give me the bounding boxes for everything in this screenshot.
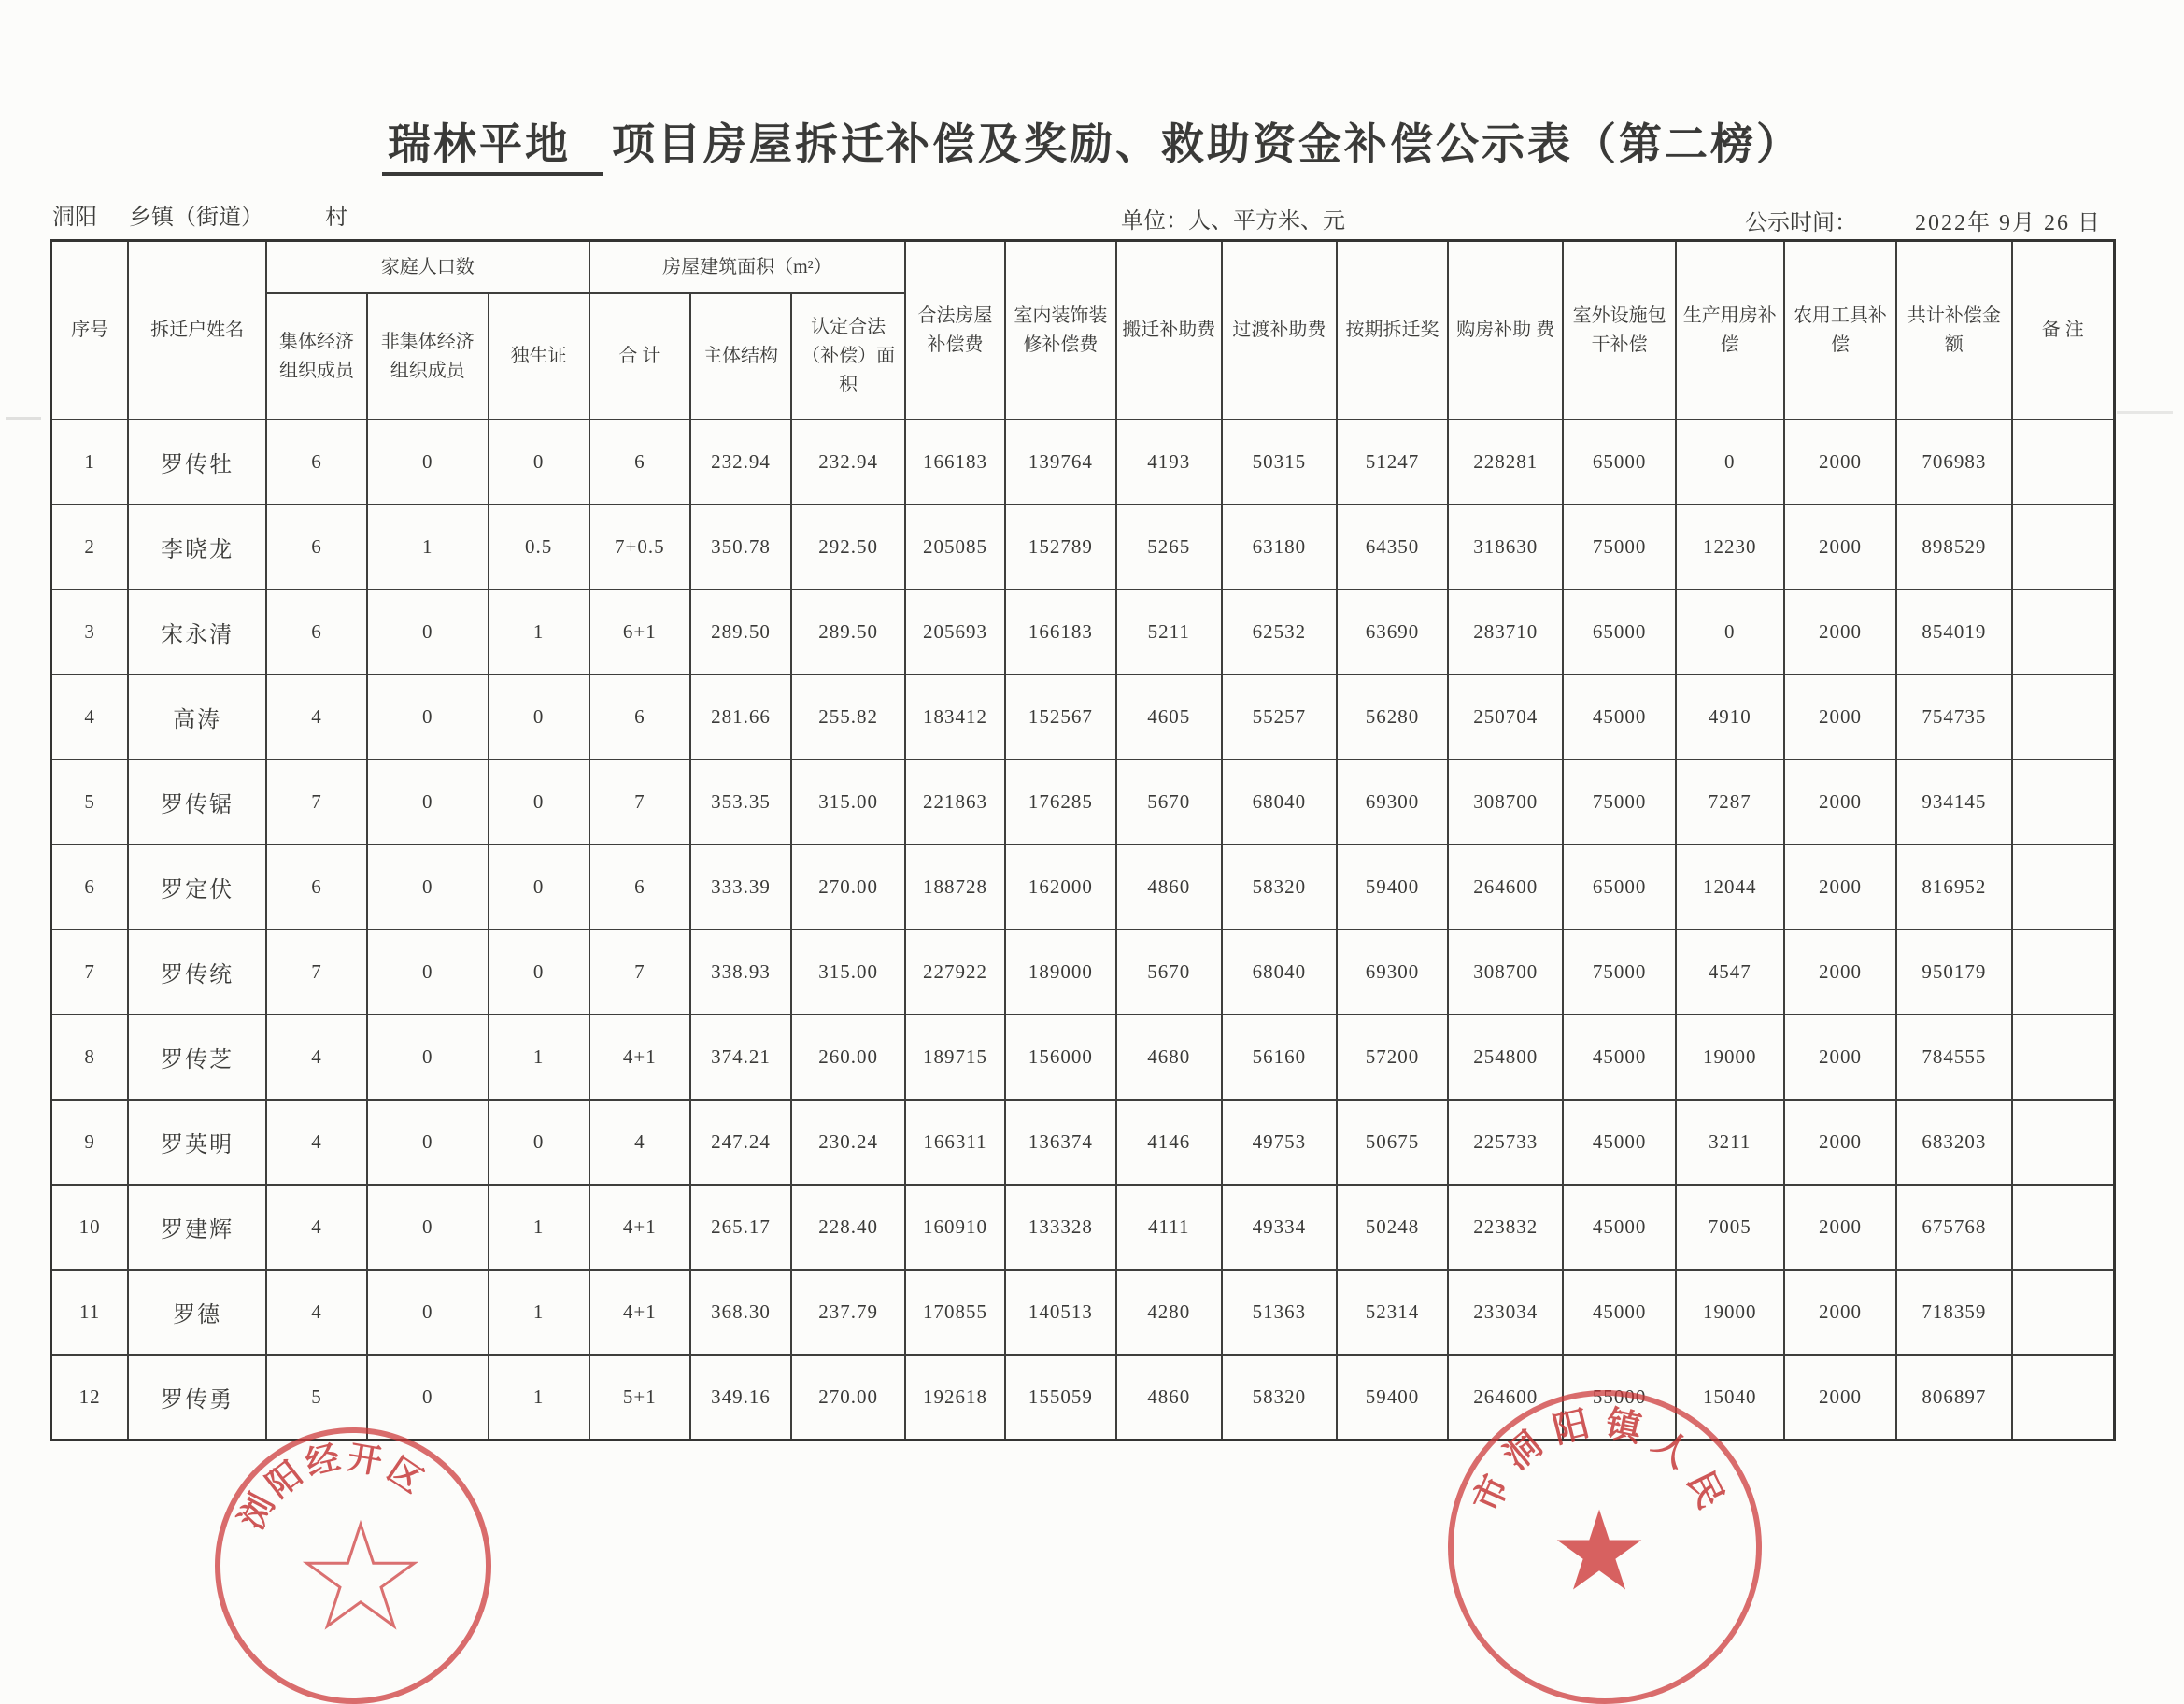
- value-cell: 136374: [1005, 1100, 1116, 1185]
- value-cell: 189000: [1005, 930, 1116, 1015]
- value-cell: 4680: [1116, 1015, 1222, 1100]
- value-cell: 2000: [1784, 930, 1896, 1015]
- value-cell: [2012, 1015, 2115, 1100]
- value-cell: 292.50: [791, 504, 905, 589]
- value-cell: 265.17: [690, 1185, 791, 1270]
- table-row: [51, 1100, 2115, 1185]
- table-row: [51, 674, 2115, 760]
- value-cell: 5: [266, 1355, 367, 1441]
- seal-arc-character: 人: [1645, 1422, 1698, 1476]
- value-cell: 50675: [1337, 1100, 1448, 1185]
- value-cell: 2000: [1784, 504, 1896, 589]
- value-cell: 68040: [1222, 930, 1337, 1015]
- value-cell: 45000: [1563, 1015, 1675, 1100]
- seal-arc-character: 阳: [260, 1454, 310, 1505]
- value-cell: 69300: [1337, 930, 1448, 1015]
- project-name-underlined: 瑞林平地: [382, 121, 603, 176]
- value-cell: 0: [489, 674, 589, 760]
- value-cell: 718359: [1896, 1270, 2011, 1355]
- value-cell: 353.35: [690, 760, 791, 845]
- value-cell: 4: [266, 1100, 367, 1185]
- value-cell: 64350: [1337, 504, 1448, 589]
- value-cell: 6: [589, 845, 690, 930]
- value-cell: 2000: [1784, 845, 1896, 930]
- value-cell: 12044: [1676, 845, 1784, 930]
- row-index-cell: 6: [51, 845, 129, 930]
- row-index-cell: 5: [51, 760, 129, 845]
- row-index-cell: 4: [51, 674, 129, 760]
- value-cell: 4910: [1676, 674, 1784, 760]
- col-header-relocation-subsidy: 搬迁补助费: [1116, 241, 1222, 420]
- col-header-legal-house-fee: 合法房屋补偿费: [905, 241, 1005, 420]
- household-name-cell: 罗传勇: [128, 1355, 266, 1441]
- value-cell: 2000: [1784, 419, 1896, 504]
- value-cell: 228.40: [791, 1185, 905, 1270]
- value-cell: 1: [367, 504, 488, 589]
- value-cell: [2012, 674, 2115, 760]
- seal-arc-character: 镇: [1602, 1403, 1646, 1450]
- col-header-remarks: 备 注: [2012, 241, 2115, 420]
- value-cell: 289.50: [690, 589, 791, 674]
- value-cell: 1: [489, 1270, 589, 1355]
- value-cell: 4: [266, 1270, 367, 1355]
- value-cell: 368.30: [690, 1270, 791, 1355]
- seal-arc-character: 区: [380, 1450, 430, 1500]
- value-cell: 12230: [1676, 504, 1784, 589]
- value-cell: 4280: [1116, 1270, 1222, 1355]
- value-cell: 374.21: [690, 1015, 791, 1100]
- value-cell: 55000: [1563, 1355, 1675, 1441]
- table-body: [51, 419, 2115, 1441]
- value-cell: 2000: [1784, 1015, 1896, 1100]
- value-cell: [2012, 1100, 2115, 1185]
- row-index-cell: 8: [51, 1015, 129, 1100]
- household-name-cell: 罗传牡: [128, 419, 266, 504]
- table-row: [51, 589, 2115, 674]
- col-header-transition-subsidy: 过渡补助费: [1222, 241, 1337, 420]
- value-cell: 0: [367, 1270, 488, 1355]
- value-cell: 7: [266, 930, 367, 1015]
- value-cell: 250704: [1448, 674, 1563, 760]
- value-cell: 75000: [1563, 760, 1675, 845]
- value-cell: 0: [367, 674, 488, 760]
- value-cell: 192618: [905, 1355, 1005, 1441]
- value-cell: 49753: [1222, 1100, 1337, 1185]
- village-label: 村: [325, 206, 347, 230]
- value-cell: 308700: [1448, 930, 1563, 1015]
- value-cell: 260.00: [791, 1015, 905, 1100]
- value-cell: 162000: [1005, 845, 1116, 930]
- value-cell: 55257: [1222, 674, 1337, 760]
- value-cell: 706983: [1896, 419, 2011, 504]
- value-cell: 63690: [1337, 589, 1448, 674]
- value-cell: 166183: [905, 419, 1005, 504]
- value-cell: 58320: [1222, 1355, 1337, 1441]
- household-name-cell: 罗建辉: [128, 1185, 266, 1270]
- value-cell: 0: [489, 419, 589, 504]
- value-cell: 45000: [1563, 674, 1675, 760]
- value-cell: 45000: [1563, 1100, 1675, 1185]
- value-cell: 281.66: [690, 674, 791, 760]
- value-cell: 1: [489, 1185, 589, 1270]
- value-cell: [2012, 419, 2115, 504]
- value-cell: 205085: [905, 504, 1005, 589]
- value-cell: 152567: [1005, 674, 1116, 760]
- value-cell: 0: [367, 845, 488, 930]
- value-cell: 0: [1676, 419, 1784, 504]
- value-cell: 4605: [1116, 674, 1222, 760]
- value-cell: 854019: [1896, 589, 2011, 674]
- col-group-family-population: 家庭人口数: [266, 241, 589, 294]
- value-cell: 69300: [1337, 760, 1448, 845]
- household-name-cell: 罗传芝: [128, 1015, 266, 1100]
- value-cell: 308700: [1448, 760, 1563, 845]
- value-cell: 784555: [1896, 1015, 2011, 1100]
- household-name-cell: 罗传锯: [128, 760, 266, 845]
- value-cell: 7005: [1676, 1185, 1784, 1270]
- value-cell: 255.82: [791, 674, 905, 760]
- value-cell: 0: [489, 760, 589, 845]
- value-cell: 683203: [1896, 1100, 2011, 1185]
- col-header-interior-decoration-fee: 室内装饰装修补偿费: [1005, 241, 1116, 420]
- seal-arc-character: 民: [1679, 1465, 1730, 1515]
- value-cell: [2012, 930, 2115, 1015]
- household-name-cell: 罗定伏: [128, 845, 266, 930]
- seal-star-outline-icon: ★: [297, 1501, 424, 1656]
- value-cell: 188728: [905, 845, 1005, 930]
- value-cell: 5670: [1116, 930, 1222, 1015]
- value-cell: 2000: [1784, 1100, 1896, 1185]
- household-name-cell: 罗英明: [128, 1100, 266, 1185]
- seal-arc-character: 阳: [1549, 1404, 1594, 1452]
- value-cell: 59400: [1337, 845, 1448, 930]
- value-cell: 0: [1676, 589, 1784, 674]
- value-cell: 230.24: [791, 1100, 905, 1185]
- value-cell: 133328: [1005, 1185, 1116, 1270]
- value-cell: 2000: [1784, 1355, 1896, 1441]
- value-cell: 0: [367, 589, 488, 674]
- value-cell: 2000: [1784, 674, 1896, 760]
- value-cell: 176285: [1005, 760, 1116, 845]
- value-cell: 225733: [1448, 1100, 1563, 1185]
- value-cell: 264600: [1448, 1355, 1563, 1441]
- value-cell: 155059: [1005, 1355, 1116, 1441]
- value-cell: 51247: [1337, 419, 1448, 504]
- value-cell: 0: [367, 1100, 488, 1185]
- value-cell: 0: [367, 760, 488, 845]
- household-name-cell: 罗传统: [128, 930, 266, 1015]
- table-row: [51, 845, 2115, 930]
- value-cell: 5+1: [589, 1355, 690, 1441]
- value-cell: 59400: [1337, 1355, 1448, 1441]
- value-cell: 3211: [1676, 1100, 1784, 1185]
- value-cell: 7: [589, 930, 690, 1015]
- value-cell: 0: [489, 845, 589, 930]
- value-cell: 2000: [1784, 1270, 1896, 1355]
- row-index-cell: 12: [51, 1355, 129, 1441]
- value-cell: [2012, 589, 2115, 674]
- col-header-on-time-award: 按期拆迁奖: [1337, 241, 1448, 420]
- col-header-outdoor-facility-comp: 室外设施包干补偿: [1563, 241, 1675, 420]
- value-cell: 2000: [1784, 760, 1896, 845]
- seal-arc-character: 经: [302, 1438, 344, 1484]
- value-cell: 4+1: [589, 1015, 690, 1100]
- value-cell: 223832: [1448, 1185, 1563, 1270]
- value-cell: 52314: [1337, 1270, 1448, 1355]
- value-cell: 1: [489, 589, 589, 674]
- row-index-cell: 1: [51, 419, 129, 504]
- value-cell: 19000: [1676, 1015, 1784, 1100]
- value-cell: [2012, 1355, 2115, 1441]
- col-header-production-house-comp: 生产用房补偿: [1676, 241, 1784, 420]
- table-row: [51, 1185, 2115, 1270]
- value-cell: [2012, 760, 2115, 845]
- value-cell: 7: [589, 760, 690, 845]
- value-cell: 7+0.5: [589, 504, 690, 589]
- seal-star-icon: ★: [1550, 1491, 1649, 1613]
- value-cell: 4: [266, 1015, 367, 1100]
- row-index-cell: 2: [51, 504, 129, 589]
- value-cell: 170855: [905, 1270, 1005, 1355]
- value-cell: 4: [266, 1185, 367, 1270]
- value-cell: 6: [266, 589, 367, 674]
- value-cell: 289.50: [791, 589, 905, 674]
- household-name-cell: 宋永清: [128, 589, 266, 674]
- value-cell: 754735: [1896, 674, 2011, 760]
- value-cell: 270.00: [791, 1355, 905, 1441]
- value-cell: 156000: [1005, 1015, 1116, 1100]
- value-cell: 1: [489, 1015, 589, 1100]
- township-value: 洞阳: [52, 206, 97, 230]
- value-cell: 75000: [1563, 504, 1675, 589]
- value-cell: 160910: [905, 1185, 1005, 1270]
- value-cell: 237.79: [791, 1270, 905, 1355]
- value-cell: 4146: [1116, 1100, 1222, 1185]
- value-cell: 6: [589, 419, 690, 504]
- value-cell: 0.5: [489, 504, 589, 589]
- value-cell: 6: [266, 504, 367, 589]
- value-cell: 264600: [1448, 845, 1563, 930]
- value-cell: 898529: [1896, 504, 2011, 589]
- row-index-cell: 9: [51, 1100, 129, 1185]
- value-cell: 166183: [1005, 589, 1116, 674]
- value-cell: 0: [367, 1015, 488, 1100]
- value-cell: 228281: [1448, 419, 1563, 504]
- document-title: [0, 110, 2184, 172]
- col-header-main-structure: 主体结构: [690, 293, 791, 419]
- col-header-collective-members: 集体经济组织成员: [266, 293, 367, 419]
- value-cell: 57200: [1337, 1015, 1448, 1100]
- value-cell: 51363: [1222, 1270, 1337, 1355]
- value-cell: 166311: [905, 1100, 1005, 1185]
- compensation-table: [50, 239, 2116, 1441]
- value-cell: 270.00: [791, 845, 905, 930]
- table-row: [51, 930, 2115, 1015]
- value-cell: 318630: [1448, 504, 1563, 589]
- value-cell: 254800: [1448, 1015, 1563, 1100]
- value-cell: 4+1: [589, 1270, 690, 1355]
- value-cell: 152789: [1005, 504, 1116, 589]
- col-group-building-area: 房屋建筑面积（m²）: [589, 241, 905, 294]
- scan-artifact-left: [6, 417, 41, 420]
- col-header-household-name: 拆迁户姓名: [128, 241, 266, 420]
- seal-arc-character: 浏: [233, 1488, 282, 1536]
- value-cell: 6: [266, 419, 367, 504]
- value-cell: 189715: [905, 1015, 1005, 1100]
- value-cell: [2012, 845, 2115, 930]
- value-cell: 139764: [1005, 419, 1116, 504]
- value-cell: 56160: [1222, 1015, 1337, 1100]
- value-cell: 5211: [1116, 589, 1222, 674]
- household-name-cell: 高涛: [128, 674, 266, 760]
- seal-arc-character: 开: [345, 1438, 386, 1481]
- value-cell: 5265: [1116, 504, 1222, 589]
- value-cell: 233034: [1448, 1270, 1563, 1355]
- publish-time-label: 公示时间：: [1745, 211, 1857, 235]
- value-cell: 247.24: [690, 1100, 791, 1185]
- value-cell: 6+1: [589, 589, 690, 674]
- row-index-cell: 3: [51, 589, 129, 674]
- title-text: 项目房屋拆迁补偿及奖励、救助资金补偿公示表（第二榜）: [612, 121, 1802, 168]
- township-field: [52, 198, 347, 231]
- value-cell: 0: [489, 1100, 589, 1185]
- value-cell: [2012, 504, 2115, 589]
- value-cell: 68040: [1222, 760, 1337, 845]
- col-header-farm-tool-comp: 农用工具补偿: [1784, 241, 1896, 420]
- seal-arc-character: 市: [1467, 1470, 1518, 1518]
- household-name-cell: 罗德: [128, 1270, 266, 1355]
- row-index-cell: 7: [51, 930, 129, 1015]
- unit-note: 单位：人、平方米、元: [1121, 209, 1345, 234]
- table-row: [51, 419, 2115, 504]
- value-cell: 232.94: [690, 419, 791, 504]
- col-header-single-child-cert: 独生证: [489, 293, 589, 419]
- col-header-non-collective-members: 非集体经济组织成员: [367, 293, 488, 419]
- value-cell: 63180: [1222, 504, 1337, 589]
- value-cell: 350.78: [690, 504, 791, 589]
- value-cell: 315.00: [791, 930, 905, 1015]
- value-cell: 333.39: [690, 845, 791, 930]
- value-cell: 65000: [1563, 845, 1675, 930]
- seal-arc-character: 洞: [1497, 1425, 1551, 1479]
- row-index-cell: 10: [51, 1185, 129, 1270]
- household-name-cell: 李晓龙: [128, 504, 266, 589]
- township-label: 乡镇（街道）: [129, 206, 263, 230]
- row-index-cell: 11: [51, 1270, 129, 1355]
- table-row: [51, 504, 2115, 589]
- value-cell: 0: [489, 930, 589, 1015]
- value-cell: 58320: [1222, 845, 1337, 930]
- value-cell: 2000: [1784, 589, 1896, 674]
- value-cell: 45000: [1563, 1185, 1675, 1270]
- value-cell: 4547: [1676, 930, 1784, 1015]
- value-cell: 227922: [905, 930, 1005, 1015]
- value-cell: 62532: [1222, 589, 1337, 674]
- value-cell: 4860: [1116, 845, 1222, 930]
- value-cell: 0: [367, 930, 488, 1015]
- value-cell: 221863: [905, 760, 1005, 845]
- value-cell: 0: [367, 1355, 488, 1441]
- table-row: [51, 1015, 2115, 1100]
- col-header-house-purchase-subsidy: 购房补助 费: [1448, 241, 1563, 420]
- value-cell: 283710: [1448, 589, 1563, 674]
- value-cell: 6: [589, 674, 690, 760]
- value-cell: 7: [266, 760, 367, 845]
- value-cell: 7287: [1676, 760, 1784, 845]
- value-cell: 2000: [1784, 1185, 1896, 1270]
- value-cell: 19000: [1676, 1270, 1784, 1355]
- value-cell: 50315: [1222, 419, 1337, 504]
- value-cell: 0: [367, 419, 488, 504]
- value-cell: [2012, 1270, 2115, 1355]
- value-cell: 205693: [905, 589, 1005, 674]
- value-cell: 232.94: [791, 419, 905, 504]
- value-cell: 934145: [1896, 760, 2011, 845]
- value-cell: 1: [489, 1355, 589, 1441]
- value-cell: 65000: [1563, 419, 1675, 504]
- value-cell: 806897: [1896, 1355, 2011, 1441]
- value-cell: [2012, 1185, 2115, 1270]
- value-cell: 950179: [1896, 930, 2011, 1015]
- value-cell: 0: [367, 1185, 488, 1270]
- publish-time: [1745, 204, 2102, 236]
- value-cell: 4+1: [589, 1185, 690, 1270]
- col-header-index: 序号: [51, 241, 129, 420]
- publish-date: 2022年 9月 26 日: [1915, 211, 2102, 235]
- value-cell: 65000: [1563, 589, 1675, 674]
- value-cell: 675768: [1896, 1185, 2011, 1270]
- value-cell: 45000: [1563, 1270, 1675, 1355]
- value-cell: 338.93: [690, 930, 791, 1015]
- scan-artifact-right: [2117, 411, 2173, 414]
- col-header-total-compensation: 共计补偿金额: [1896, 241, 2011, 420]
- value-cell: 4: [266, 674, 367, 760]
- col-header-recognized-legal-area: 认定合法（补偿）面积: [791, 293, 905, 419]
- value-cell: 4111: [1116, 1185, 1222, 1270]
- value-cell: 50248: [1337, 1185, 1448, 1270]
- value-cell: 4193: [1116, 419, 1222, 504]
- value-cell: 56280: [1337, 674, 1448, 760]
- value-cell: 6: [266, 845, 367, 930]
- value-cell: 140513: [1005, 1270, 1116, 1355]
- value-cell: 183412: [905, 674, 1005, 760]
- col-header-area-total: 合 计: [589, 293, 690, 419]
- value-cell: 4: [589, 1100, 690, 1185]
- table-row: [51, 1270, 2115, 1355]
- value-cell: 816952: [1896, 845, 2011, 930]
- table-row: [51, 760, 2115, 845]
- value-cell: 4860: [1116, 1355, 1222, 1441]
- value-cell: 75000: [1563, 930, 1675, 1015]
- value-cell: 349.16: [690, 1355, 791, 1441]
- value-cell: 15040: [1676, 1355, 1784, 1441]
- value-cell: 5670: [1116, 760, 1222, 845]
- value-cell: 315.00: [791, 760, 905, 845]
- value-cell: 49334: [1222, 1185, 1337, 1270]
